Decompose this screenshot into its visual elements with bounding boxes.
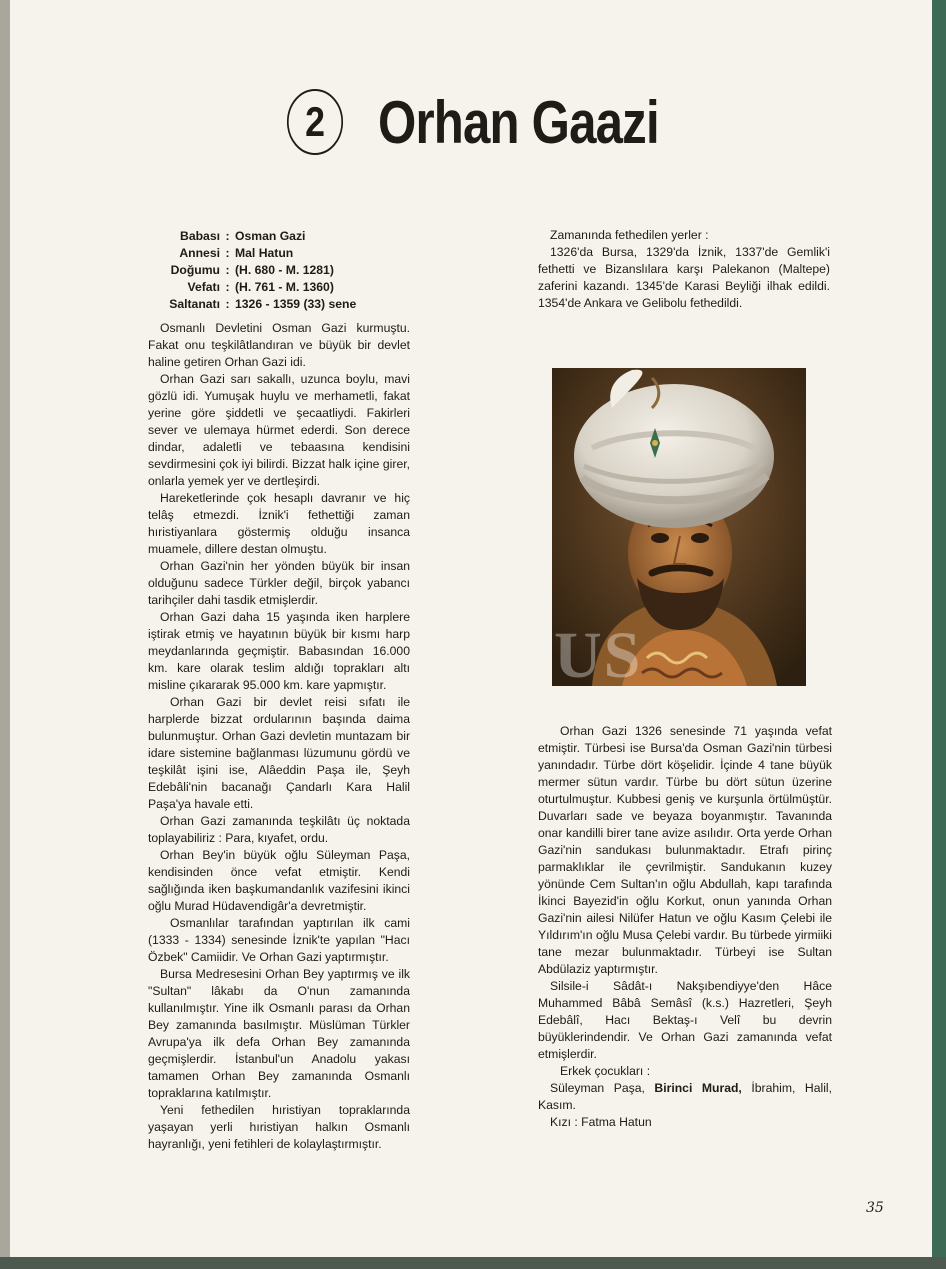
sons-bold: Birinci Murad, [654, 1081, 742, 1095]
fact-separator: : [225, 246, 230, 260]
paragraph: Yeni fethedilen hıristiyan topraklarında yaşayan yerli hıristiyan halkın Osmanlı hayranlığı, yeni fetihleri de kolaylaştırmıştır. [148, 1103, 410, 1151]
fact-separator: : [225, 297, 230, 311]
left-column-text [148, 320, 410, 1153]
biography-section [538, 723, 832, 1131]
fact-label: Saltanatı [169, 297, 220, 311]
paragraph: Orhan Gazi daha 15 yaşında iken harplere iştirak etmiş ve hayatının büyük bir kısmı harp meydanlarında geçmiştir. Babasından 16.000 km. kare olarak teslim aldığı toprakları altı misline çıkararak 95.000 km. kare yapmıştır. [148, 610, 410, 692]
fact-row [160, 279, 356, 296]
paragraph: Hareketlerinde çok hesaplı davranır ve hiç telâş etmezdi. İznik'i fethettiği zaman hıristiyanlara göstermiş olduğu insanca muamele, dillere destan olmuştu. [148, 491, 410, 556]
paragraph: Orhan Gazi zamanında teşkilâtı üç noktada toplayabiliriz : Para, kıyafet, ordu. [148, 814, 410, 845]
sons-label: Erkek çocukları : [560, 1064, 651, 1078]
conquests-text: 1326'da Bursa, 1329'da İznik, 1337'de Gemlik'i fethetti ve Bizanslılara karşı Palekanon (Maltepe) zaferini kazandı. 1345'de Karasi Beyliği ilhak edildi. 1354'de Ankara ve Gelibolu fethedildi. [538, 245, 830, 310]
page-bottom-edge [0, 1257, 946, 1269]
paragraph: Orhan Gazi sarı sakallı, uzunca boylu, mavi gözlü idi. Yumuşak huylu ve merhametli, fakat yerine göre şiddetli ve şecaatliydi. Fakirleri sever ve ulemaya hürmet ederdi. Son derece dindar, adaletli ve tebaasına kendisini sevdirmesini çok iyi bilirdi. Bizzat halk içine girer, onlarla yemek yer ve dertleşirdi. [148, 372, 410, 488]
fact-label: Annesi [179, 246, 220, 260]
sons-after: İbrahim, Halil, Kasım. [538, 1081, 832, 1112]
fact-value: 1326 - 1359 (33) sene [235, 297, 357, 311]
fact-row [160, 228, 356, 245]
fact-label: Babası [180, 229, 220, 243]
fact-value: (H. 761 - M. 1360) [235, 280, 334, 294]
fact-label: Vefatı [187, 280, 220, 294]
paragraph: Orhan Gazi 1326 senesinde 71 yaşında vefat etmiştir. Türbesi ise Bursa'da Osman Gazi'nin türbesi yanındadır. Türbe dört köşelidir. İçinde 4 tane büyük mermer sütun vardır. Türbe bu dört sütun üzerine oturtulmuştur. Kubbesi geniş ve kurşunla örtülmüştür. Duvarları sade ve beyaza boyanmıştır. Tavanında onar kandilli birer tane avize asılıdır. Orta yerde Orhan Gazi'nin sandukası bulunmaktadır. Etrafı pirinç parmaklıklar ile çevrilmiştir. Sandukanın kuzey yönünde Cem Sultan'ın oğlu Abdullah, kapı tarafında İkinci Bayezid'in oğlu Korkut, onun yanında Orhan Gazi'nin ailesi Nilüfer Hatun ve oğlu Kasım Çelebi ile Yıldırım'ın oğlu Musa Çelebi vardır. Bu türbede yirmiiki tane mezar bulunmaktadır. Türbeyi ise Sultan Abdülaziz yaptırmıştır. [538, 724, 832, 976]
paragraph: Bursa Medresesini Orhan Bey yaptırmış ve ilk "Sultan" lâkabı da O'nun zamanında kullanılmıştır. Yine ilk Osmanlı parası da Orhan Bey zamanında basılmıştır. Müslüman Türkler Avrupa'ya ilk defa Orhan Bey zamanında geçmişlerdir. İstanbul'un Anadolu yakası tamamen Orhan Bey zamanında Osmanlı topraklarına katılmıştır. [148, 967, 410, 1100]
fact-row [160, 245, 356, 262]
paragraph: Orhan Gazi bir devlet reisi sıfatı ile harplerde bizzat ordularının başında daima bulunmuştur. Orhan Gazi devletin muntazam bir idare sistemine bağlanması lüzumunu gördü ve teşkilât işini ise, Alâeddin Paşa ile, Şeyh Edebâli'nin bacanağı Çandarlı Kara Halil Paşa'ya havale etti. [148, 695, 410, 811]
chapter-title: Orhan Gaazi [378, 88, 659, 156]
daughter-value: Fatma Hatun [581, 1115, 652, 1129]
watermark-text: US [554, 619, 643, 692]
page-number: 35 [866, 1200, 884, 1216]
fact-separator: : [225, 280, 230, 294]
fact-value: Mal Hatun [235, 246, 294, 260]
conquests-section [538, 227, 830, 312]
fact-row [160, 296, 356, 313]
paragraph: Orhan Gazi'nin her yönden büyük bir insan olduğunu sadece Türkler değil, birçok yabancı tarihçiler dahi tasdik etmişlerdir. [148, 559, 410, 607]
paragraph: Silsile-i Sâdât-ı Nakşıbendiyye'den Hâce Muhammed Bâbâ Semâsî (k.s.) Hazretleri, Şeyh Edebâlî, Hacı Bektaş-ı Velî bu devrin büyüklerindendir. Ve Orhan Gazi zamanında vefat etmişlerdir. [538, 979, 832, 1061]
sons-before: Süleyman Paşa, [550, 1081, 645, 1095]
chapter-number: 2 [287, 89, 343, 155]
daughter-line [538, 1114, 832, 1131]
sons-list [538, 1080, 832, 1114]
facts-table [160, 228, 356, 313]
fact-separator: : [225, 263, 230, 277]
paragraph: Osmanlı Devletini Osman Gazi kurmuştu. Fakat onu teşkilâtlandıran ve büyük bir devlet haline getiren Orhan Gazi idi. [148, 321, 410, 369]
book-spine [932, 0, 946, 1269]
paragraph: Osmanlılar tarafından yaptırılan ilk cami (1333 - 1334) senesinde İznik'te yapılan "Hacı Özbek" Camiidir. Ve Orhan Gazi yaptırmıştır. [148, 916, 410, 964]
paragraph: Orhan Bey'in büyük oğlu Süleyman Paşa, kendisinden önce vefat etmiştir. Kendi sağlığında iken başkumandanlık vazifesini ikinci oğlu Murad Hüdavendigâr'a devretmiştir. [148, 848, 410, 913]
fact-row [160, 262, 356, 279]
conquests-heading: Zamanında fethedilen yerler : [550, 228, 709, 242]
daughter-label: Kızı : [550, 1115, 578, 1129]
fact-value: Osman Gazi [235, 229, 306, 243]
fact-value: (H. 680 - M. 1281) [235, 263, 334, 277]
fact-label: Doğumu [170, 263, 220, 277]
fact-separator: : [225, 229, 230, 243]
chapter-heading [282, 88, 720, 156]
